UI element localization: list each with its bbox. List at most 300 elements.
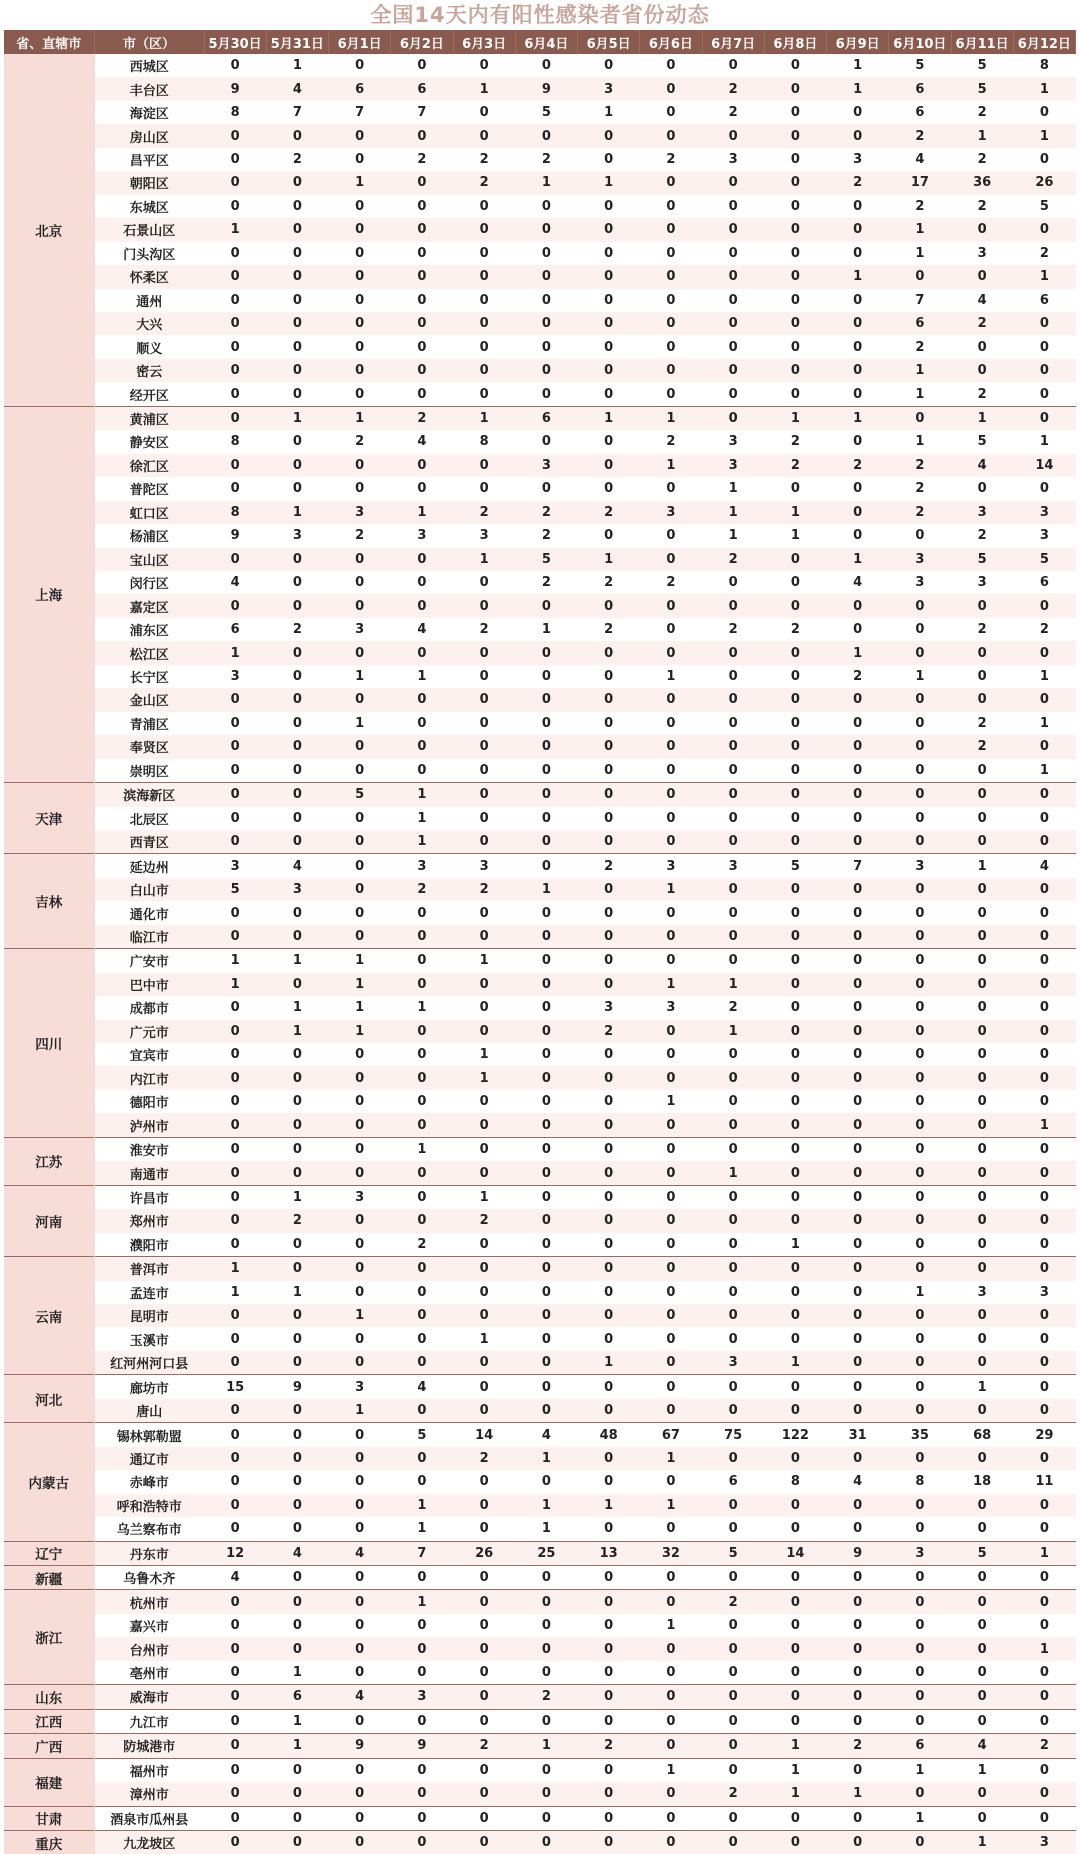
value-cell: 0 bbox=[329, 548, 391, 571]
value-cell: 0 bbox=[640, 1470, 702, 1493]
value-cell: 1 bbox=[329, 1304, 391, 1327]
value-cell: 0 bbox=[640, 54, 702, 77]
value-cell: 0 bbox=[827, 594, 889, 617]
value-cell: 0 bbox=[578, 1782, 640, 1806]
value-cell: 0 bbox=[266, 1470, 328, 1493]
value-cell: 5 bbox=[1013, 548, 1075, 571]
value-cell: 0 bbox=[889, 1209, 951, 1232]
value-cell: 0 bbox=[827, 1090, 889, 1113]
value-cell: 0 bbox=[453, 477, 515, 500]
value-cell: 0 bbox=[266, 1399, 328, 1423]
table-row bbox=[4, 1161, 1076, 1185]
value-cell: 2 bbox=[578, 854, 640, 878]
value-cell: 1 bbox=[827, 77, 889, 100]
value-cell: 0 bbox=[640, 1351, 702, 1375]
value-cell: 1 bbox=[453, 1185, 515, 1209]
value-cell: 0 bbox=[266, 1423, 328, 1447]
value-cell: 0 bbox=[578, 312, 640, 335]
value-cell: 0 bbox=[515, 1137, 577, 1161]
value-cell: 0 bbox=[764, 901, 826, 924]
value-cell: 0 bbox=[391, 1113, 453, 1137]
city-cell: 昆明市 bbox=[94, 1304, 204, 1327]
value-cell: 0 bbox=[453, 925, 515, 949]
value-cell: 0 bbox=[951, 973, 1013, 996]
value-cell: 0 bbox=[640, 1233, 702, 1257]
value-cell: 0 bbox=[827, 1233, 889, 1257]
value-cell: 0 bbox=[827, 1137, 889, 1161]
value-cell: 0 bbox=[1013, 406, 1075, 430]
value-cell: 0 bbox=[764, 359, 826, 382]
value-cell: 2 bbox=[1013, 1734, 1075, 1758]
value-cell: 0 bbox=[578, 665, 640, 688]
value-cell: 0 bbox=[266, 759, 328, 783]
value-cell: 1 bbox=[764, 1782, 826, 1806]
value-cell: 0 bbox=[764, 1806, 826, 1830]
value-cell: 0 bbox=[827, 1661, 889, 1685]
value-cell: 1 bbox=[578, 548, 640, 571]
value-cell: 0 bbox=[640, 594, 702, 617]
value-cell: 0 bbox=[951, 1517, 1013, 1541]
value-cell: 3 bbox=[702, 854, 764, 878]
value-cell: 0 bbox=[329, 218, 391, 241]
value-cell: 0 bbox=[702, 901, 764, 924]
value-cell: 3 bbox=[889, 1541, 951, 1565]
value-cell: 2 bbox=[702, 77, 764, 100]
value-cell: 0 bbox=[827, 996, 889, 1019]
value-cell: 0 bbox=[391, 641, 453, 664]
table-row bbox=[4, 1233, 1076, 1257]
value-cell: 3 bbox=[391, 524, 453, 547]
value-cell: 0 bbox=[515, 688, 577, 711]
header-date: 6月1日 bbox=[329, 30, 391, 54]
value-cell: 0 bbox=[578, 124, 640, 147]
value-cell: 1 bbox=[266, 1734, 328, 1758]
value-cell: 2 bbox=[764, 454, 826, 477]
value-cell: 0 bbox=[764, 1043, 826, 1066]
value-cell: 0 bbox=[827, 218, 889, 241]
value-cell: 0 bbox=[204, 1090, 266, 1113]
value-cell: 0 bbox=[391, 242, 453, 265]
value-cell: 0 bbox=[578, 1637, 640, 1660]
value-cell: 0 bbox=[391, 312, 453, 335]
value-cell: 0 bbox=[827, 878, 889, 901]
value-cell: 7 bbox=[827, 854, 889, 878]
value-cell: 0 bbox=[764, 218, 826, 241]
value-cell: 0 bbox=[391, 1020, 453, 1043]
value-cell: 0 bbox=[515, 1590, 577, 1614]
value-cell: 0 bbox=[702, 1304, 764, 1327]
province-cell: 内蒙古 bbox=[4, 1423, 94, 1541]
value-cell: 75 bbox=[702, 1423, 764, 1447]
city-cell: 丹东市 bbox=[94, 1541, 204, 1565]
value-cell: 0 bbox=[640, 759, 702, 783]
city-cell: 西城区 bbox=[94, 54, 204, 77]
value-cell: 0 bbox=[515, 1470, 577, 1493]
value-cell: 0 bbox=[640, 1043, 702, 1066]
value-cell: 0 bbox=[764, 665, 826, 688]
city-cell: 普陀区 bbox=[94, 477, 204, 500]
value-cell: 1 bbox=[515, 1517, 577, 1541]
value-cell: 0 bbox=[1013, 973, 1075, 996]
value-cell: 0 bbox=[266, 1830, 328, 1854]
value-cell: 2 bbox=[453, 1209, 515, 1232]
value-cell: 1 bbox=[889, 430, 951, 453]
header-date: 6月6日 bbox=[640, 30, 702, 54]
table-row bbox=[4, 1113, 1076, 1137]
value-cell: 2 bbox=[951, 712, 1013, 735]
city-cell: 通化市 bbox=[94, 901, 204, 924]
value-cell: 2 bbox=[951, 148, 1013, 171]
value-cell: 0 bbox=[889, 1590, 951, 1614]
value-cell: 0 bbox=[453, 1351, 515, 1375]
value-cell: 0 bbox=[266, 265, 328, 288]
value-cell: 0 bbox=[453, 242, 515, 265]
value-cell: 0 bbox=[578, 949, 640, 973]
table-header bbox=[4, 30, 1076, 54]
value-cell: 0 bbox=[640, 1685, 702, 1709]
city-cell: 长宁区 bbox=[94, 665, 204, 688]
city-cell: 白山市 bbox=[94, 878, 204, 901]
city-cell: 嘉兴市 bbox=[94, 1614, 204, 1637]
table-row bbox=[4, 1614, 1076, 1637]
value-cell: 0 bbox=[578, 925, 640, 949]
value-cell: 0 bbox=[764, 1161, 826, 1185]
city-cell: 杨浦区 bbox=[94, 524, 204, 547]
value-cell: 2 bbox=[702, 618, 764, 641]
value-cell: 0 bbox=[827, 973, 889, 996]
value-cell: 3 bbox=[453, 854, 515, 878]
table-row bbox=[4, 759, 1076, 783]
value-cell: 2 bbox=[951, 735, 1013, 758]
value-cell: 0 bbox=[764, 688, 826, 711]
value-cell: 0 bbox=[266, 242, 328, 265]
value-cell: 0 bbox=[515, 1113, 577, 1137]
value-cell: 4 bbox=[827, 1470, 889, 1493]
value-cell: 0 bbox=[951, 265, 1013, 288]
value-cell: 0 bbox=[889, 807, 951, 830]
value-cell: 0 bbox=[827, 242, 889, 265]
value-cell: 1 bbox=[391, 665, 453, 688]
value-cell: 0 bbox=[453, 996, 515, 1019]
value-cell: 1 bbox=[702, 1161, 764, 1185]
table-row bbox=[4, 406, 1076, 430]
table-row bbox=[4, 1709, 1076, 1733]
value-cell: 1 bbox=[640, 1090, 702, 1113]
value-cell: 0 bbox=[1013, 1043, 1075, 1066]
table-row bbox=[4, 1830, 1076, 1854]
value-cell: 3 bbox=[640, 996, 702, 1019]
value-cell: 2 bbox=[391, 878, 453, 901]
value-cell: 1 bbox=[391, 1494, 453, 1517]
city-cell: 丰台区 bbox=[94, 77, 204, 100]
city-cell: 防城港市 bbox=[94, 1734, 204, 1758]
value-cell: 0 bbox=[329, 1517, 391, 1541]
value-cell: 0 bbox=[640, 1137, 702, 1161]
table-row bbox=[4, 996, 1076, 1019]
value-cell: 8 bbox=[764, 1470, 826, 1493]
value-cell: 0 bbox=[329, 454, 391, 477]
value-cell: 0 bbox=[889, 1685, 951, 1709]
value-cell: 0 bbox=[204, 1161, 266, 1185]
value-cell: 2 bbox=[453, 501, 515, 524]
value-cell: 0 bbox=[640, 1304, 702, 1327]
table-row bbox=[4, 1257, 1076, 1281]
value-cell: 2 bbox=[578, 1734, 640, 1758]
value-cell: 0 bbox=[578, 1113, 640, 1137]
value-cell: 0 bbox=[702, 1566, 764, 1590]
value-cell: 1 bbox=[578, 406, 640, 430]
value-cell: 2 bbox=[702, 1782, 764, 1806]
table-row bbox=[4, 1304, 1076, 1327]
value-cell: 2 bbox=[640, 430, 702, 453]
value-cell: 2 bbox=[951, 524, 1013, 547]
value-cell: 0 bbox=[204, 1709, 266, 1733]
value-cell: 0 bbox=[889, 1399, 951, 1423]
value-cell: 1 bbox=[578, 1351, 640, 1375]
value-cell: 0 bbox=[951, 335, 1013, 358]
value-cell: 1 bbox=[951, 124, 1013, 147]
value-cell: 1 bbox=[640, 665, 702, 688]
value-cell: 0 bbox=[702, 665, 764, 688]
value-cell: 1 bbox=[889, 382, 951, 406]
value-cell: 0 bbox=[204, 807, 266, 830]
value-cell: 2 bbox=[453, 1734, 515, 1758]
value-cell: 1 bbox=[391, 783, 453, 807]
value-cell: 0 bbox=[1013, 1494, 1075, 1517]
city-cell: 普洱市 bbox=[94, 1257, 204, 1281]
value-cell: 1 bbox=[702, 524, 764, 547]
value-cell: 3 bbox=[515, 454, 577, 477]
value-cell: 1 bbox=[951, 406, 1013, 430]
value-cell: 0 bbox=[640, 735, 702, 758]
city-cell: 昌平区 bbox=[94, 148, 204, 171]
value-cell: 4 bbox=[951, 1734, 1013, 1758]
value-cell: 6 bbox=[1013, 289, 1075, 312]
value-cell: 0 bbox=[640, 1637, 702, 1660]
value-cell: 3 bbox=[889, 548, 951, 571]
value-cell: 0 bbox=[515, 1304, 577, 1327]
value-cell: 8 bbox=[204, 501, 266, 524]
value-cell: 0 bbox=[453, 1304, 515, 1327]
value-cell: 0 bbox=[640, 101, 702, 124]
city-cell: 南通市 bbox=[94, 1161, 204, 1185]
value-cell: 0 bbox=[204, 242, 266, 265]
value-cell: 0 bbox=[640, 548, 702, 571]
value-cell: 0 bbox=[578, 454, 640, 477]
header-date: 6月3日 bbox=[453, 30, 515, 54]
value-cell: 0 bbox=[578, 1517, 640, 1541]
value-cell: 0 bbox=[204, 996, 266, 1019]
value-cell: 0 bbox=[391, 973, 453, 996]
value-cell: 0 bbox=[827, 1709, 889, 1733]
value-cell: 0 bbox=[391, 477, 453, 500]
value-cell: 1 bbox=[764, 1734, 826, 1758]
value-cell: 0 bbox=[578, 1090, 640, 1113]
value-cell: 0 bbox=[702, 1090, 764, 1113]
value-cell: 0 bbox=[204, 1304, 266, 1327]
value-cell: 1 bbox=[889, 359, 951, 382]
value-cell: 0 bbox=[1013, 1709, 1075, 1733]
value-cell: 0 bbox=[578, 289, 640, 312]
city-cell: 滨海新区 bbox=[94, 783, 204, 807]
value-cell: 0 bbox=[1013, 1137, 1075, 1161]
value-cell: 0 bbox=[764, 973, 826, 996]
value-cell: 0 bbox=[578, 1304, 640, 1327]
value-cell: 0 bbox=[951, 218, 1013, 241]
city-cell: 乌鲁木齐 bbox=[94, 1566, 204, 1590]
table-row bbox=[4, 359, 1076, 382]
value-cell: 0 bbox=[764, 335, 826, 358]
value-cell: 0 bbox=[1013, 1066, 1075, 1089]
value-cell: 4 bbox=[329, 1685, 391, 1709]
value-cell: 0 bbox=[266, 571, 328, 594]
value-cell: 0 bbox=[266, 382, 328, 406]
value-cell: 3 bbox=[578, 77, 640, 100]
value-cell: 0 bbox=[515, 218, 577, 241]
value-cell: 0 bbox=[702, 406, 764, 430]
value-cell: 31 bbox=[827, 1423, 889, 1447]
value-cell: 0 bbox=[329, 641, 391, 664]
value-cell: 1 bbox=[640, 878, 702, 901]
table-row bbox=[4, 1494, 1076, 1517]
table-row bbox=[4, 430, 1076, 453]
value-cell: 0 bbox=[453, 1637, 515, 1660]
value-cell: 0 bbox=[578, 524, 640, 547]
value-cell: 0 bbox=[764, 1113, 826, 1137]
value-cell: 4 bbox=[951, 454, 1013, 477]
value-cell: 0 bbox=[453, 1090, 515, 1113]
province-cell: 新疆 bbox=[4, 1566, 94, 1590]
value-cell: 1 bbox=[266, 949, 328, 973]
city-cell: 浦东区 bbox=[94, 618, 204, 641]
value-cell: 0 bbox=[391, 359, 453, 382]
city-cell: 闵行区 bbox=[94, 571, 204, 594]
value-cell: 0 bbox=[1013, 925, 1075, 949]
value-cell: 0 bbox=[764, 1209, 826, 1232]
value-cell: 0 bbox=[329, 807, 391, 830]
city-cell: 崇明区 bbox=[94, 759, 204, 783]
value-cell: 0 bbox=[515, 1709, 577, 1733]
value-cell: 1 bbox=[453, 406, 515, 430]
value-cell: 0 bbox=[640, 218, 702, 241]
value-cell: 0 bbox=[578, 1758, 640, 1782]
value-cell: 0 bbox=[266, 477, 328, 500]
value-cell: 0 bbox=[1013, 1327, 1075, 1350]
value-cell: 0 bbox=[827, 101, 889, 124]
value-cell: 0 bbox=[204, 1137, 266, 1161]
value-cell: 0 bbox=[266, 925, 328, 949]
value-cell: 0 bbox=[329, 1043, 391, 1066]
value-cell: 0 bbox=[1013, 1685, 1075, 1709]
value-cell: 0 bbox=[453, 735, 515, 758]
value-cell: 0 bbox=[453, 1281, 515, 1304]
value-cell: 0 bbox=[329, 854, 391, 878]
value-cell: 0 bbox=[1013, 218, 1075, 241]
value-cell: 2 bbox=[640, 571, 702, 594]
value-cell: 0 bbox=[764, 996, 826, 1019]
value-cell: 1 bbox=[515, 1447, 577, 1470]
value-cell: 1 bbox=[204, 949, 266, 973]
value-cell: 1 bbox=[640, 1494, 702, 1517]
value-cell: 1 bbox=[640, 1758, 702, 1782]
value-cell: 0 bbox=[204, 1327, 266, 1350]
value-cell: 0 bbox=[515, 1637, 577, 1660]
value-cell: 0 bbox=[515, 1566, 577, 1590]
header-date: 6月11日 bbox=[951, 30, 1013, 54]
value-cell: 0 bbox=[827, 1020, 889, 1043]
value-cell: 0 bbox=[329, 901, 391, 924]
value-cell: 2 bbox=[453, 878, 515, 901]
value-cell: 1 bbox=[640, 973, 702, 996]
value-cell: 5 bbox=[702, 1541, 764, 1565]
value-cell: 0 bbox=[453, 1566, 515, 1590]
value-cell: 0 bbox=[764, 382, 826, 406]
value-cell: 0 bbox=[453, 1494, 515, 1517]
value-cell: 3 bbox=[640, 501, 702, 524]
value-cell: 0 bbox=[640, 1709, 702, 1733]
value-cell: 0 bbox=[764, 571, 826, 594]
value-cell: 0 bbox=[1013, 1185, 1075, 1209]
value-cell: 0 bbox=[640, 382, 702, 406]
table-row bbox=[4, 124, 1076, 147]
value-cell: 0 bbox=[329, 1830, 391, 1854]
value-cell: 0 bbox=[702, 218, 764, 241]
value-cell: 0 bbox=[764, 783, 826, 807]
province-cell: 云南 bbox=[4, 1257, 94, 1375]
value-cell: 0 bbox=[515, 242, 577, 265]
province-cell: 河北 bbox=[4, 1375, 94, 1423]
value-cell: 6 bbox=[515, 406, 577, 430]
value-cell: 13 bbox=[578, 1541, 640, 1565]
table-row bbox=[4, 641, 1076, 664]
value-cell: 0 bbox=[764, 477, 826, 500]
value-cell: 0 bbox=[889, 1517, 951, 1541]
value-cell: 0 bbox=[764, 1494, 826, 1517]
value-cell: 3 bbox=[1013, 501, 1075, 524]
value-cell: 0 bbox=[951, 477, 1013, 500]
value-cell: 1 bbox=[1013, 1113, 1075, 1137]
value-cell: 0 bbox=[391, 1257, 453, 1281]
value-cell: 0 bbox=[764, 1517, 826, 1541]
value-cell: 0 bbox=[204, 124, 266, 147]
table-row bbox=[4, 242, 1076, 265]
value-cell: 0 bbox=[827, 901, 889, 924]
value-cell: 0 bbox=[329, 688, 391, 711]
value-cell: 3 bbox=[951, 571, 1013, 594]
value-cell: 0 bbox=[578, 1470, 640, 1493]
table-row bbox=[4, 1281, 1076, 1304]
value-cell: 0 bbox=[578, 359, 640, 382]
province-cell: 四川 bbox=[4, 949, 94, 1138]
value-cell: 0 bbox=[1013, 312, 1075, 335]
value-cell: 0 bbox=[1013, 1375, 1075, 1399]
value-cell: 0 bbox=[204, 1399, 266, 1423]
value-cell: 48 bbox=[578, 1423, 640, 1447]
value-cell: 0 bbox=[515, 1614, 577, 1637]
value-cell: 0 bbox=[266, 641, 328, 664]
value-cell: 0 bbox=[1013, 996, 1075, 1019]
value-cell: 0 bbox=[1013, 688, 1075, 711]
header-row bbox=[4, 30, 1076, 54]
value-cell: 3 bbox=[827, 148, 889, 171]
value-cell: 0 bbox=[453, 1806, 515, 1830]
city-cell: 西青区 bbox=[94, 830, 204, 854]
value-cell: 2 bbox=[951, 618, 1013, 641]
value-cell: 9 bbox=[204, 77, 266, 100]
value-cell: 3 bbox=[702, 430, 764, 453]
value-cell: 3 bbox=[702, 148, 764, 171]
value-cell: 0 bbox=[515, 1020, 577, 1043]
